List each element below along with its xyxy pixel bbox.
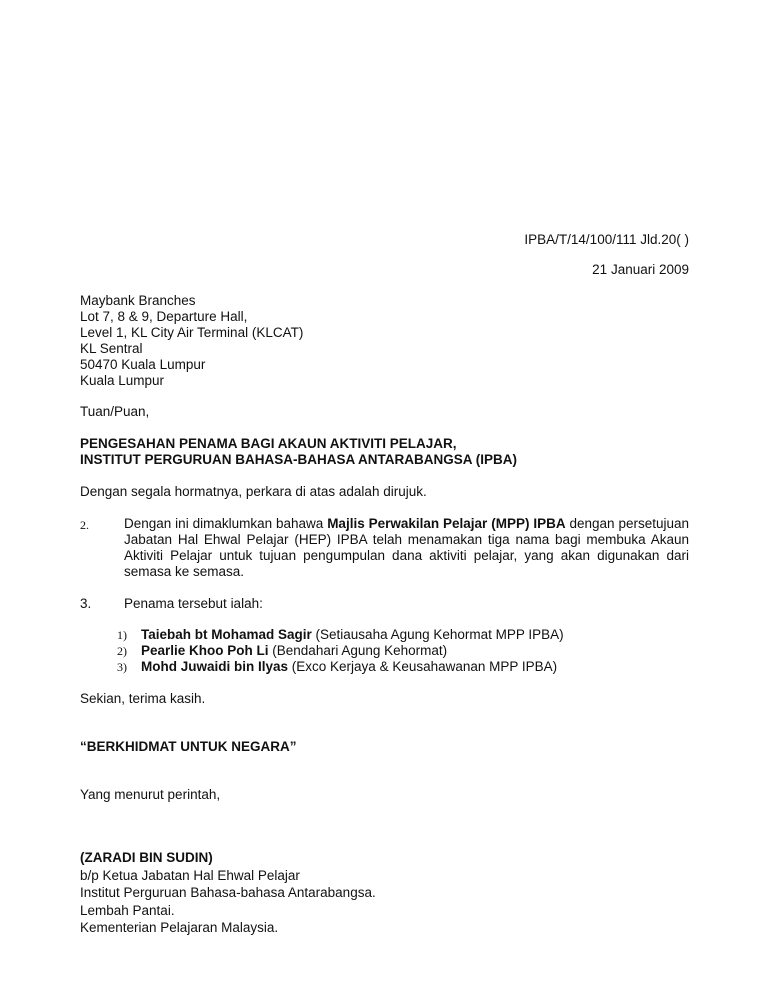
motto: “BERKHIDMAT UNTUK NEGARA” [80, 739, 297, 754]
paragraph-2-number: 2. [80, 518, 89, 532]
paragraph-2-lead: Dengan ini dimaklumkan bahawa [124, 516, 328, 531]
nominee-role: (Exco Kerjaya & Keusahawanan MPP IPBA) [288, 659, 558, 674]
salutation: Tuan/Puan, [80, 404, 150, 419]
address-line: Kuala Lumpur [80, 373, 165, 388]
nominee-number: 3) [117, 660, 127, 674]
nominee-number: 2) [117, 644, 127, 658]
address-line: Lot 7, 8 & 9, Departure Hall, [80, 309, 248, 324]
opening-sentence: Dengan segala hormatnya, perkara di atas adalah dirujuk. [80, 484, 427, 499]
list-item [117, 643, 564, 659]
paragraph-2-rest: dengan persetujuan Jabatan Hal Ehwal Pelajar (HEP) IPBA telah menamakan tiga nama bagi membuka Akaun Aktiviti Pelajar untuk tujuan pengumpulan dana aktiviti pelajar, yang akan digunakan dari semasa ke semasa. [124, 516, 689, 579]
paragraph-2-text [124, 516, 689, 580]
nominee-name: Mohd Juwaidi bin Ilyas [141, 659, 289, 674]
address-line: KL Sentral [80, 341, 143, 356]
paragraph-3-text: Penama tersebut ialah: [124, 596, 263, 611]
paragraph-2-bold: Majlis Perwakilan Pelajar (MPP) IPBA [327, 516, 566, 531]
address-line: Maybank Branches [80, 293, 196, 308]
signatory-name: (ZARADI BIN SUDIN) [80, 850, 213, 865]
nominee-list [117, 627, 564, 675]
nominee-number: 1) [117, 628, 127, 642]
signatory-line: Lembah Pantai. [80, 902, 175, 918]
nominee-role: (Bendahari Agung Kehormat) [268, 643, 448, 658]
signature-block [80, 849, 376, 937]
signatory-line: Kementerian Pelajaran Malaysia. [80, 920, 279, 935]
address-line: 50470 Kuala Lumpur [80, 357, 206, 372]
signatory-line: b/p Ketua Jabatan Hal Ehwal Pelajar [80, 867, 300, 883]
nominee-role: (Setiausaha Agung Kehormat MPP IPBA) [311, 627, 564, 642]
subject-line-1: PENGESAHAN PENAMA BAGI AKAUN AKTIVITI PELAJAR, [80, 436, 457, 451]
list-item [117, 659, 564, 675]
paragraph-3-number: 3. [80, 596, 92, 611]
reference-number: IPBA/T/14/100/111 Jld.20( ) [524, 232, 689, 247]
signatory-line: Institut Perguruan Bahasa-bahasa Antarabangsa. [80, 885, 376, 900]
nominee-name: Taiebah bt Mohamad Sagir [141, 627, 312, 642]
closing-sentence: Sekian, terima kasih. [80, 691, 206, 706]
nominee-name: Pearlie Khoo Poh Li [141, 643, 269, 658]
list-item [117, 627, 564, 643]
recipient-address [80, 293, 303, 389]
address-line: Level 1, KL City Air Terminal (KLCAT) [80, 325, 304, 340]
sign-off: Yang menurut perintah, [80, 787, 221, 802]
letter-date: 21 Januari 2009 [592, 262, 689, 277]
subject-line-2: INSTITUT PERGURUAN BAHASA-BAHASA ANTARABANGSA (IPBA) [80, 452, 517, 467]
